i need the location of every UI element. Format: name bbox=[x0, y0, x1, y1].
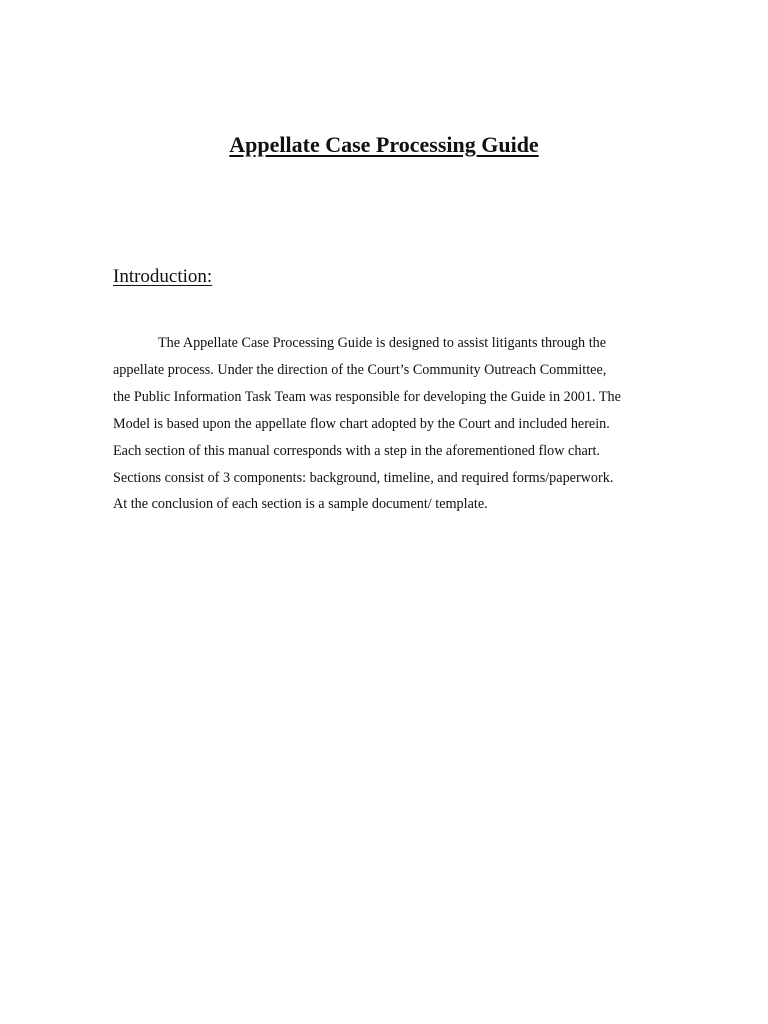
paragraph-line-4: Model is based upon the appellate flow chart adopted by the Court and included herein. bbox=[113, 415, 610, 432]
introduction-heading: Introduction: bbox=[113, 266, 213, 287]
paragraph-line-7: At the conclusion of each section is a sample document/ template. bbox=[113, 496, 488, 513]
document-title: Appellate Case Processing Guide bbox=[229, 132, 539, 157]
paragraph-line-1: The Appellate Case Processing Guide is designed to assist litigants through the bbox=[158, 335, 607, 351]
paragraph-line-3: the Public Information Task Team was responsible for developing the Guide in 2001. The bbox=[113, 388, 621, 405]
paragraph-line-2: appellate process. Under the direction of the Court’s Community Outreach Committee, bbox=[113, 361, 607, 378]
introduction-paragraph bbox=[113, 330, 673, 518]
paragraph-line-5: Each section of this manual corresponds with a step in the aforementioned flow chart. bbox=[113, 442, 600, 459]
paragraph-line-6: Sections consist of 3 components: background, timeline, and required forms/paperwork. bbox=[113, 469, 614, 486]
